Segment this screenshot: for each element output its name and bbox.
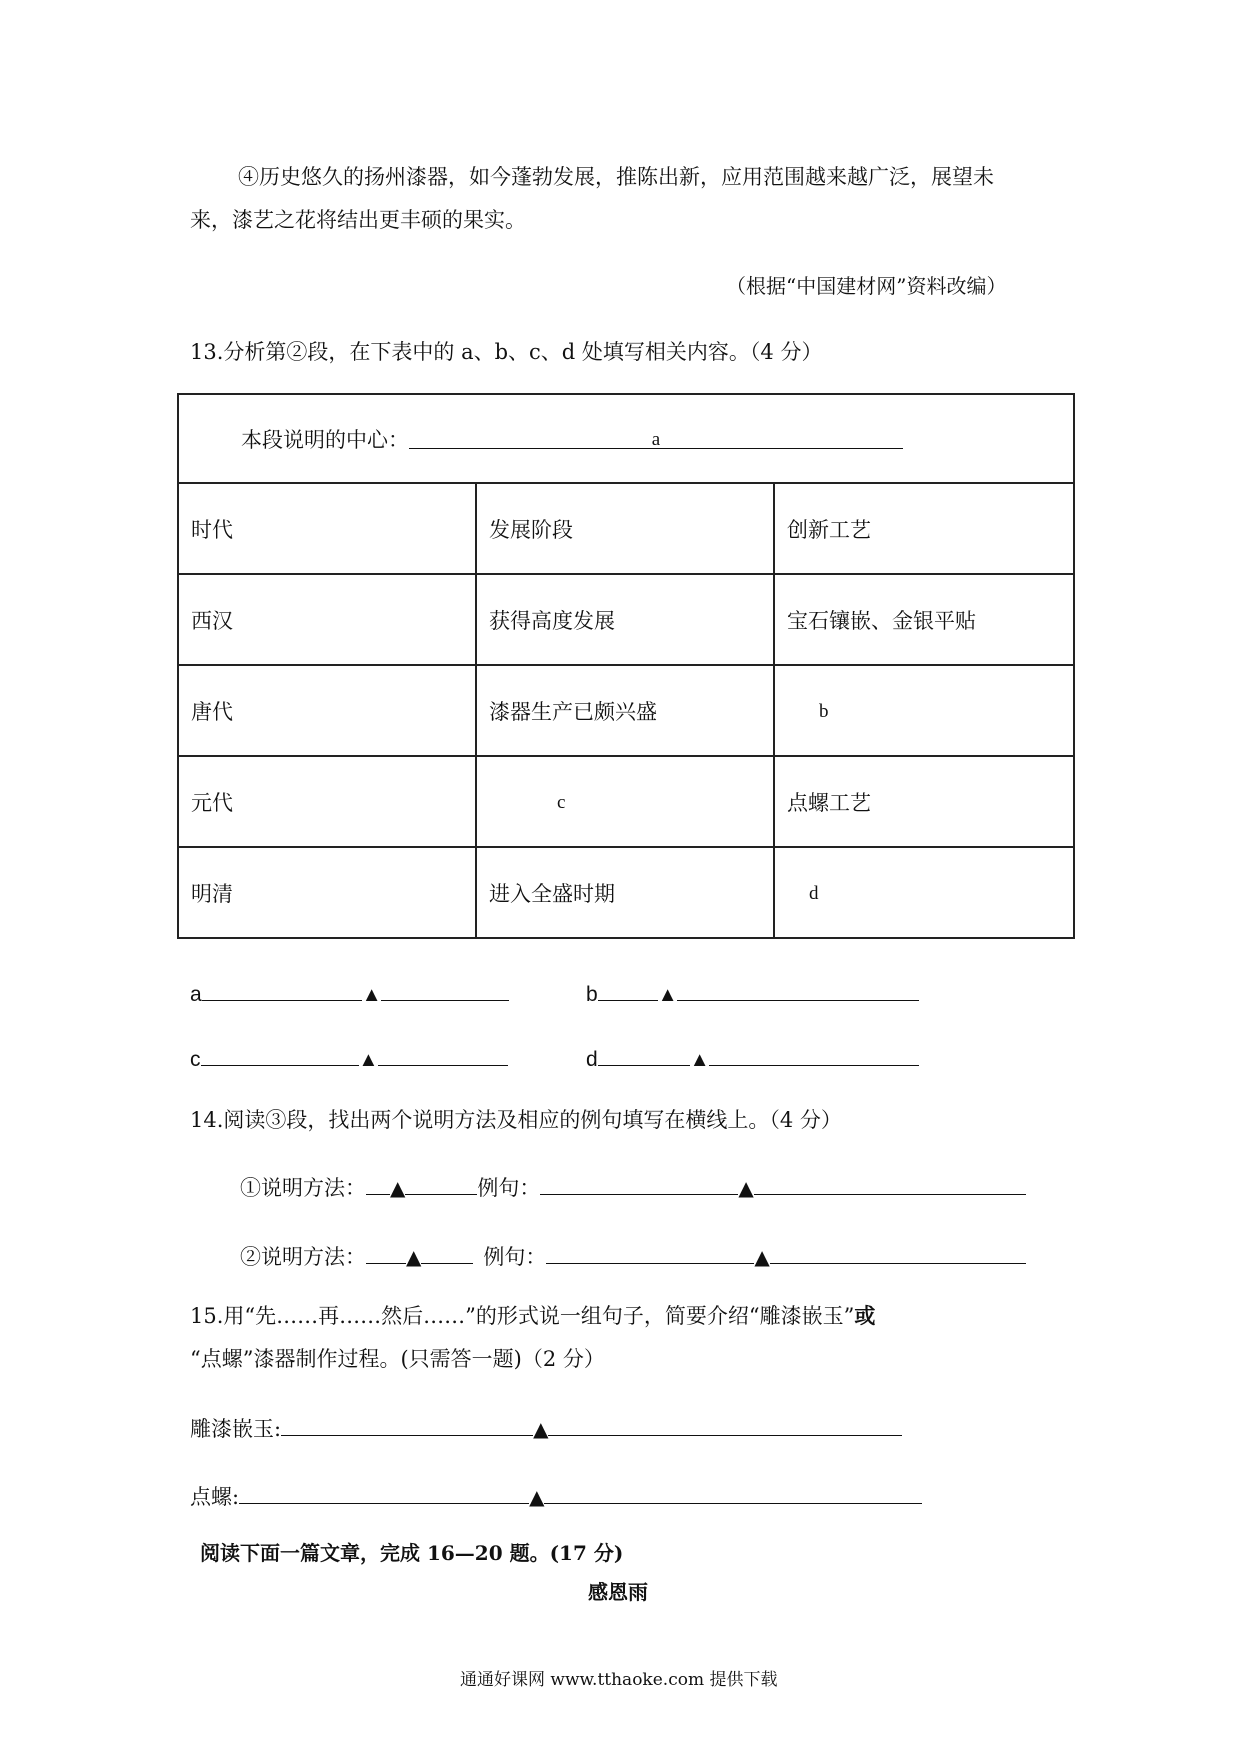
table-cell: 进入全盛时期 [476,847,774,938]
answer-d-line[interactable] [598,1045,690,1066]
table-center-row [178,394,1074,483]
table-cell-blank-d [774,847,1074,938]
q14-method-2-line[interactable] [421,1243,473,1264]
paragraph-4-line-1: ④历史悠久的扬州漆器，如今蓬勃发展，推陈出新，应用范围越来越广泛，展望未 [238,165,994,189]
q14-example-2-line[interactable] [546,1243,754,1264]
answer-c-line-2[interactable] [378,1045,508,1066]
table-cell-blank-c [476,756,774,847]
answer-a-line[interactable] [202,980,362,1001]
footer-download-note: 通通好课网 www.tthaoke.com 提供下载 [460,1670,778,1690]
q14-example-1-line[interactable] [540,1174,738,1195]
header-craft: 创新工艺 [774,483,1074,574]
table-cell: 明清 [178,847,476,938]
answer-a-line-2[interactable] [381,980,509,1001]
blank-letter-b: b [819,701,829,722]
answer-c-marker: ▲ [358,1049,379,1071]
blank-letter-c: c [557,792,566,813]
table-cell: 获得高度发展 [476,574,774,665]
answer-d: d ▲ [586,1045,919,1070]
article-title: 感恩雨 [588,1580,648,1604]
answer-b-marker: ▲ [657,984,678,1006]
table-cell: 西汉 [178,574,476,665]
center-blank-letter: a [651,428,661,450]
table-cell: 漆器生产已颇兴盛 [476,665,774,756]
header-stage: 发展阶段 [476,483,774,574]
answer-c: c ▲ [190,1045,508,1070]
table-cell: 点螺工艺 [774,756,1074,847]
q14-method-1-line[interactable] [405,1174,477,1195]
table-cell-blank-b [774,665,1074,756]
answer-a: a ▲ [190,980,509,1005]
answer-b: b ▲ [586,980,919,1005]
q14-item-2: ②说明方法： ▲ 例句： ▲ [240,1243,1026,1268]
answer-a-marker: ▲ [361,984,382,1006]
center-blank-line [409,428,903,449]
question-15-line-2: “点螺”漆器制作过程。(只需答一题)（2 分） [190,1347,605,1371]
answer-b-line-2[interactable] [677,980,919,1001]
paragraph-4-line-2: 来，漆艺之花将结出更丰硕的果实。 [190,208,526,232]
question-14-prompt: 14.阅读③段，找出两个说明方法及相应的例句填写在横线上。（4 分） [190,1108,842,1132]
answer-b-line[interactable] [598,980,658,1001]
answer-d-marker: ▲ [689,1049,710,1071]
table-cell: 唐代 [178,665,476,756]
reading-instruction: 阅读下面一篇文章，完成 16—20 题。(17 分) [200,1541,624,1565]
header-era: 时代 [178,483,476,574]
table-cell: 元代 [178,756,476,847]
source-note: （根据“中国建材网”资料改编） [726,274,1007,298]
q15-answer-dianluo: 点螺: ▲ [190,1483,922,1508]
center-label: 本段说明的中心： [241,427,409,452]
question-13-prompt: 13.分析第②段，在下表中的 a、b、c、d 处填写相关内容。（4 分） [190,340,823,364]
analysis-table [177,393,1075,939]
table-cell: 宝石镶嵌、金银平贴 [774,574,1074,665]
q14-item-1: ①说明方法： ▲ 例句： ▲ [240,1174,1026,1199]
answer-d-line-2[interactable] [709,1045,919,1066]
answer-c-line[interactable] [201,1045,359,1066]
q15-answer-carved-jade: 雕漆嵌玉: ▲ [190,1415,902,1440]
blank-letter-d: d [809,883,819,904]
question-15-line-1: 15.用“先……再……然后……”的形式说一组句子，简要介绍“雕漆嵌玉”或 [190,1303,876,1328]
